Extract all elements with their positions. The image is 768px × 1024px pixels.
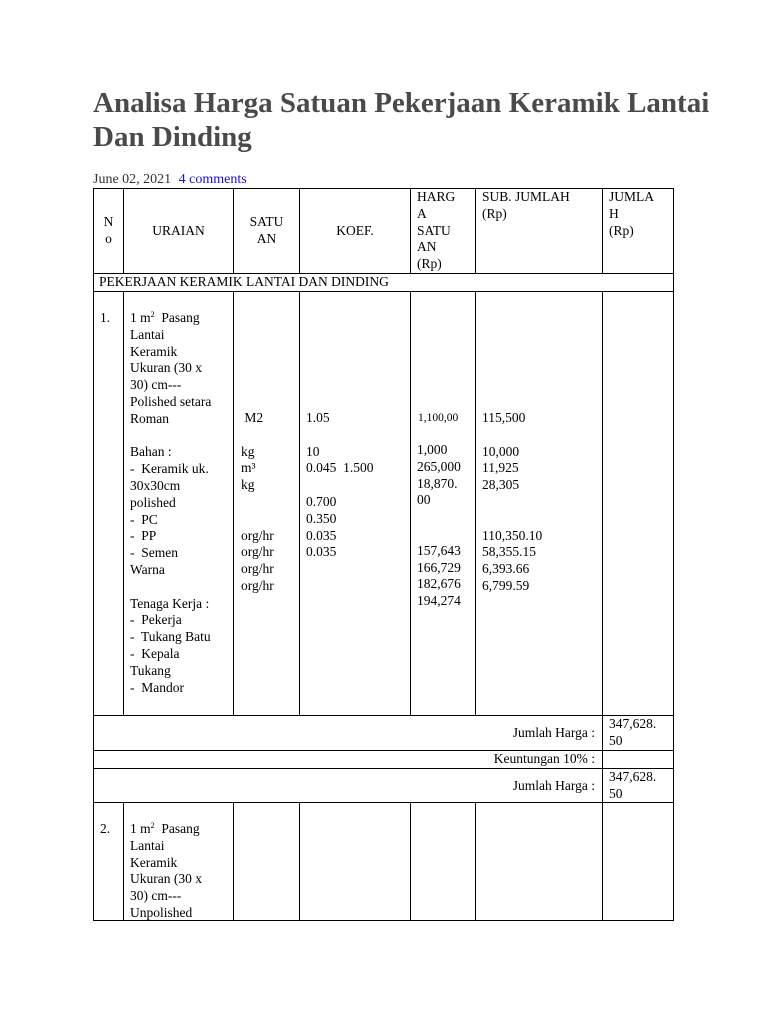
col-rule: [475, 188, 476, 274]
rule-left: [93, 188, 94, 921]
item1-no: 1.: [100, 310, 111, 325]
total-value-1: 347,628. 50: [609, 716, 657, 748]
item1-satuan: M2 kg m³ kg org/hr org/hr org/hr org/hr: [241, 410, 274, 593]
rule-right: [673, 188, 674, 921]
col-rule: [475, 802, 476, 921]
col-rule: [475, 291, 476, 716]
header-no: N o: [103, 214, 114, 246]
item2-no: 2.: [100, 821, 111, 836]
header-jumlah: JUMLA H (Rp): [609, 189, 655, 238]
col-rule: [233, 291, 234, 716]
col-rule: [123, 802, 124, 921]
comments-link[interactable]: 4 comments: [178, 172, 247, 187]
post-date: June 02, 2021: [93, 172, 172, 187]
rule-profit-bottom: [93, 768, 674, 769]
rule-total2-bottom: [93, 802, 674, 803]
item1-harga-main: 1,100,00: [418, 412, 459, 424]
header-harga-satuan: HARG A SATU AN (Rp): [417, 189, 456, 272]
header-satuan: SATU AN: [249, 214, 284, 246]
col-rule: [410, 188, 411, 274]
header-koef: KOEF.: [336, 223, 374, 238]
col-rule: [410, 802, 411, 921]
item1-uraian: 1 $m^2$ Pasang Lantai Keramik Ukuran (30 x 30) cm--- Polished setara Roman Bahan : - Keramik uk. 30x30cm polished - PC - PP - Semen Warna Tenaga Kerja : - Pekerja - Tukang Batu - Kepala Tukang - Mandor: [130, 310, 212, 695]
profit-label: Keuntungan 10% :: [493, 751, 595, 766]
section-title: PEKERJAAN KERAMIK LANTAI DAN DINDING: [99, 274, 389, 289]
total-label-1: Jumlah Harga :: [512, 725, 595, 740]
rule-item1-bottom: [93, 715, 674, 716]
item1-koef: 1.05 10 0.045 1.500 0.700 0.350 0.035 0.035: [306, 410, 374, 560]
item1-sub-jumlah: 115,500 10,000 11,925 28,305 110,350.10 58,355.15 6,393.66 6,799.59: [482, 410, 543, 593]
total-label-2: Jumlah Harga :: [512, 778, 595, 793]
post-meta: [93, 171, 247, 189]
col-rule: [602, 802, 603, 921]
col-rule: [410, 291, 411, 716]
rule-top: [93, 188, 674, 189]
price-analysis-table: [93, 188, 674, 921]
rule-section-bottom: [93, 291, 674, 292]
item2-uraian: 1 $m^2$ Pasang Lantai Keramik Ukuran (30 x 30) cm--- Unpolished: [130, 821, 202, 920]
total-value-2: 347,628. 50: [609, 769, 657, 801]
col-rule: [602, 188, 603, 274]
item1-harga-list: 1,000 265,000 18,870. 00 157,643 166,729 182,676 194,274: [417, 442, 461, 609]
col-rule: [299, 291, 300, 716]
col-rule: [299, 802, 300, 921]
col-rule: [602, 715, 603, 803]
col-rule: [123, 291, 124, 716]
col-rule: [233, 802, 234, 921]
page-title: Analisa Harga Satuan Pekerjaan Keramik Lantai Dan Dinding: [93, 87, 710, 153]
header-sub-jumlah: SUB. JUMLAH (Rp): [482, 189, 570, 221]
header-uraian: URAIAN: [152, 223, 205, 238]
col-rule: [602, 291, 603, 716]
